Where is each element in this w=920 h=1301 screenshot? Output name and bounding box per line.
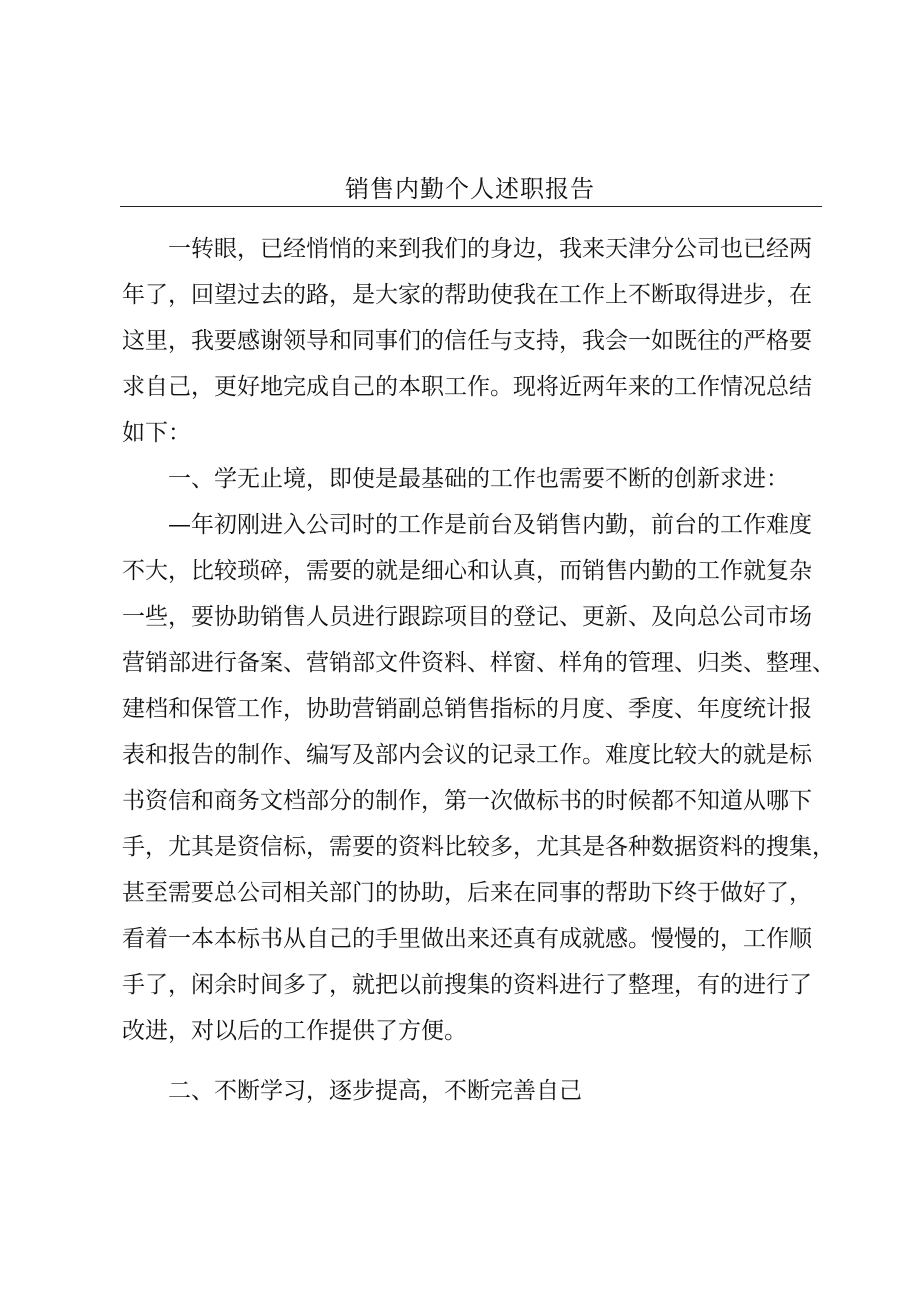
text-line: 年了，回望过去的路，是大家的帮助使我在工作上不断取得进步，在: [122, 282, 812, 308]
text-line: —年初刚进入公司时的工作是前台及销售内勤，前台的工作难度: [168, 512, 812, 538]
text-line: 表和报告的制作、编写及部内会议的记录工作。难度比较大的就是标: [122, 742, 812, 768]
text-line: 看着一本本标书从自己的手里做出来还真有成就感。慢慢的，工作顺: [122, 926, 812, 952]
section-heading-2: [122, 1068, 822, 1114]
text-line: 改进，对以后的工作提供了方便。: [122, 1018, 467, 1044]
text-line: 一、学无止境，即使是最基础的工作也需要不断的创新求进：: [168, 466, 789, 492]
text-line: 甚至需要总公司相关部门的协助，后来在同事的帮助下终于做好了，: [122, 880, 812, 906]
text-line: 一转眼，已经悄悄的来到我们的身边，我来天津分公司也已经两: [168, 236, 812, 262]
text-line: 手，尤其是资信标，需要的资料比较多，尤其是各种数据资料的搜集，: [122, 834, 835, 860]
document-body: [122, 226, 835, 1114]
text-line: 手了，闲余时间多了，就把以前搜集的资料进行了整理，有的进行了: [122, 972, 812, 998]
section-heading-1: [122, 456, 822, 502]
text-line: 二、不断学习，逐步提高，不断完善自己: [168, 1078, 582, 1104]
section-1-paragraph: [122, 502, 835, 1054]
document-title: 销售内勤个人述职报告: [345, 175, 595, 203]
text-line: 求自己，更好地完成自己的本职工作。现将近两年来的工作情况总结: [122, 374, 812, 400]
text-line: 一些，要协助销售人员进行跟踪项目的登记、更新、及向总公司市场: [122, 604, 812, 630]
intro-paragraph: [122, 226, 822, 456]
text-line: 建档和保管工作，协助营销副总销售指标的月度、季度、年度统计报: [122, 696, 812, 722]
text-line: 这里，我要感谢领导和同事们的信任与支持，我会一如既往的严格要: [122, 328, 812, 354]
text-line: 如下：: [122, 420, 191, 446]
text-line: 不大，比较琐碎，需要的就是细心和认真，而销售内勤的工作就复杂: [122, 558, 812, 584]
text-line: 书资信和商务文档部分的制作，第一次做标书的时候都不知道从哪下: [122, 788, 812, 814]
text-line: 营销部进行备案、营销部文件资料、样窗、样角的管理、归类、整理、: [122, 650, 835, 676]
title-underline: [120, 206, 822, 207]
